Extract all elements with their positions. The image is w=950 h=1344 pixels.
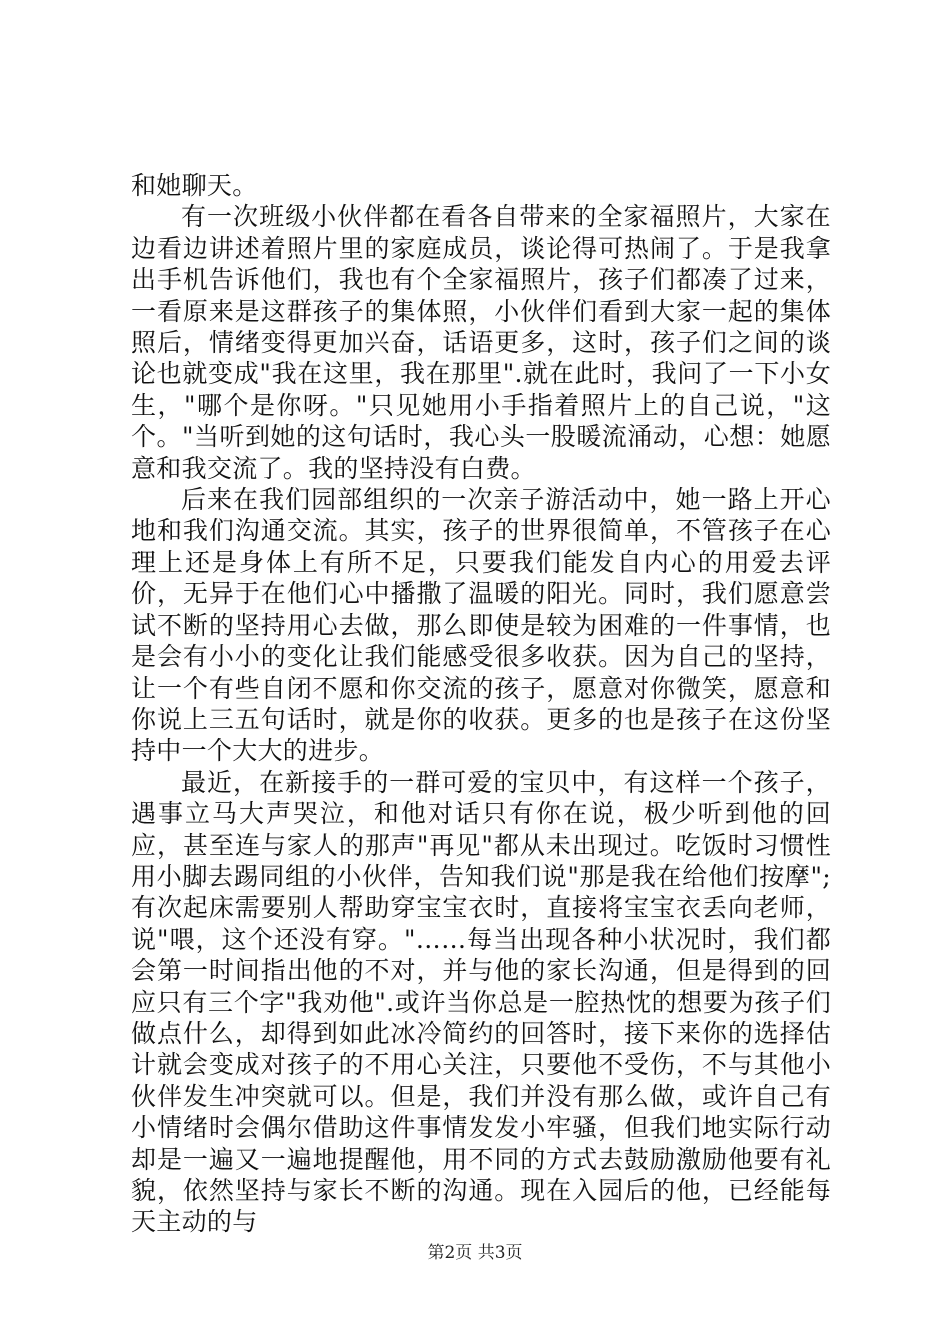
paragraph-4: 最近，在新接手的一群可爱的宝贝中，有这样一个孩子，遇事立马大声哭泣，和他对话只有你在说，极少听到他的回应，甚至连与家人的那声"再见"都从未出现过。吃饭时习惯性用小脚去踢同组的小伙伴，告知我们说"那是我在给他们按摩";有次起床需要别人帮助穿宝宝衣时，直接将宝宝衣丢向老师，说"喂，这个还没有穿。"……每当出现各种小状况时，我们都会第一时间指出他的不对，并与他的家长沟通，但是得到的回应只有三个字"我劝他".或许当你总是一腔热忱的想要为孩子们做点什么，却得到如此冰冷简约的回答时，接下来你的选择估计就会变成对孩子的不用心关注，只要他不受伤，不与其他小伙伴发生冲突就可以。但是，我们并没有那么做，或许自己有小情绪时会偶尔借助这件事情发发小牢骚，但我们地实际行动却是一遍又一遍地提醒他，用不同的方式去鼓励激励他要有礼貌，依然坚持与家长不断的沟通。现在入园后的他，已经能每天主动的与 bbox=[131, 767, 831, 1237]
document-body bbox=[131, 170, 831, 1238]
page-footer bbox=[0, 1242, 950, 1264]
paragraph-3: 后来在我们园部组织的一次亲子游活动中，她一路上开心地和我们沟通交流。其实，孩子的世界很简单，不管孩子在心理上还是身体上有所不足，只要我们能发自内心的用爱去评价，无异于在他们心中播撒了温暖的阳光。同时，我们愿意尝试不断的坚持用心去做，那么即使是较为困难的一件事情，也是会有小小的变化让我们能感受很多收获。因为自己的坚持，让一个有些自闭不愿和你交流的孩子，愿意对你微笑，愿意和你说上三五句话时，就是你的收获。更多的也是孩子在这份坚持中一个大大的进步。 bbox=[131, 485, 831, 766]
paragraph-1: 和她聊天。 bbox=[131, 171, 258, 200]
paragraph-2: 有一次班级小伙伴都在看各自带来的全家福照片，大家在边看边讲述着照片里的家庭成员，谈论得可热闹了。于是我拿出手机告诉他们，我也有个全家福照片，孩子们都凑了过来，一看原来是这群孩子的集体照，小伙伴们看到大家一起的集体照后，情绪变得更加兴奋，话语更多，这时，孩子们之间的谈论也就变成"我在这里，我在那里".就在此时，我问了一下小女生，"哪个是你呀。"只见她用小手指着照片上的自己说，"这个。"当听到她的这句话时，我心头一股暖流涌动，心想：她愿意和我交流了。我的坚持没有白费。 bbox=[131, 202, 831, 483]
page-number-indicator: 第2页 共3页 bbox=[427, 1243, 523, 1263]
